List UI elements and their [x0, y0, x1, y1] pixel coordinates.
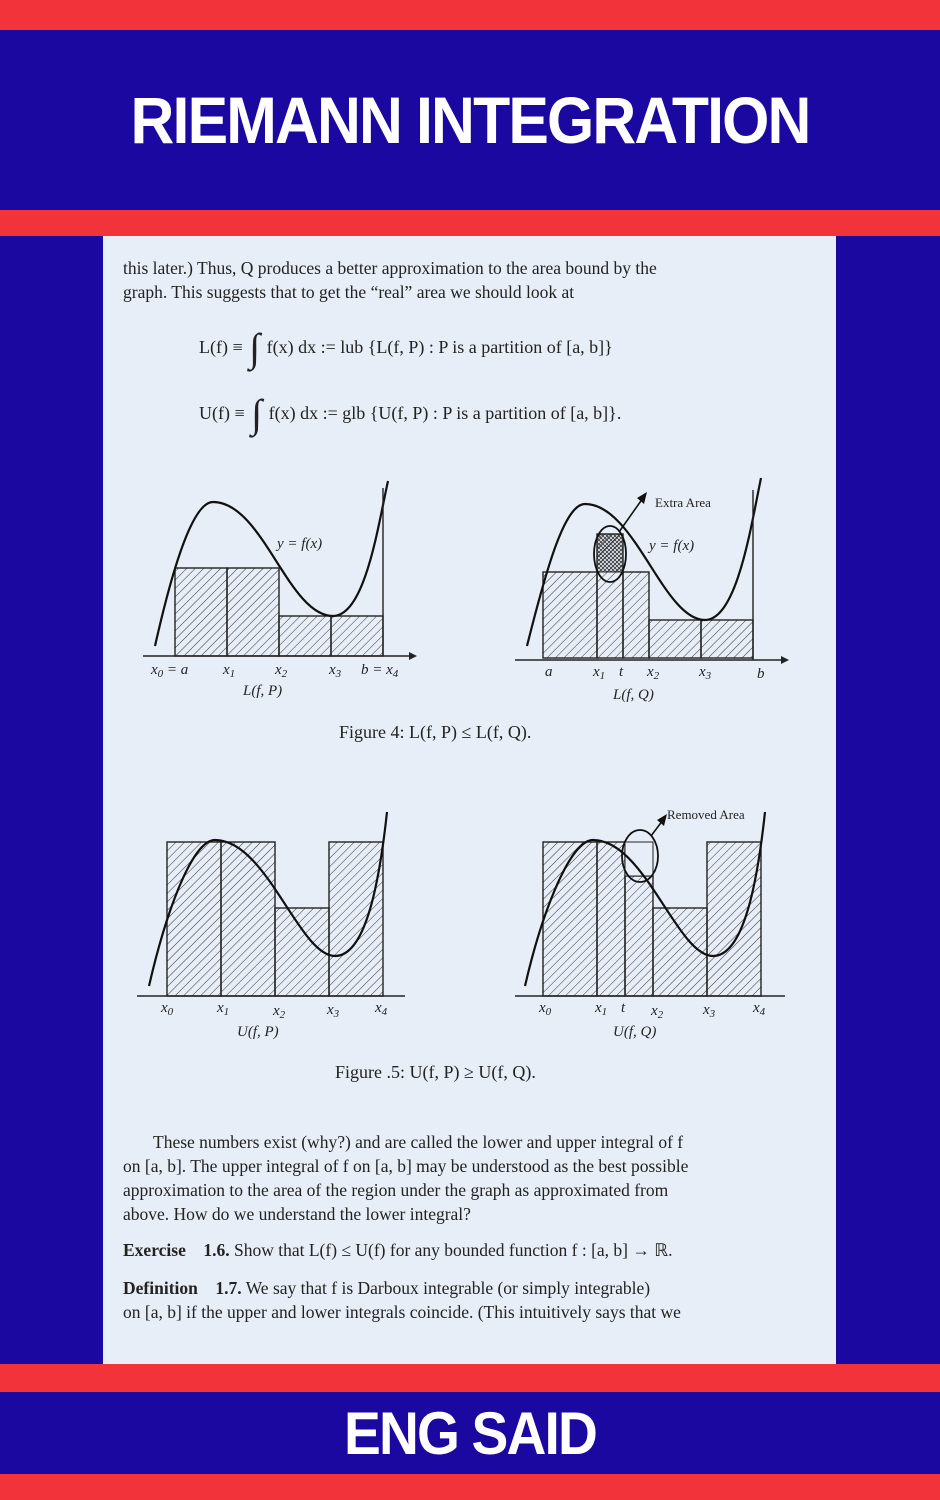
definition-text-line-1: We say that f is Darboux integrable (or simply integrable) [245, 1278, 651, 1298]
para2-line-3: approximation to the area of the region under the graph as approximated from [123, 1180, 669, 1200]
lower-integral-lhs: L(f) ≡ [199, 337, 243, 357]
para2-line-4: above. How do we understand the lower integral? [123, 1204, 471, 1224]
title-band [0, 30, 940, 210]
fig5-removed-area-note: Removed Area [667, 807, 745, 822]
lower-integral-equation: L(f) ≡ ∫ f(x) dx := lub {L(f, P) : P is a partition of [a, b]} [199, 325, 613, 370]
svg-text:b = x4: $b = x_4$ [361, 662, 399, 680]
svg-text:x2: $x_2$ [651, 1003, 664, 1021]
svg-text:x2: $x_2$ [273, 1003, 286, 1021]
svg-text:x4: $x_4$ [375, 1000, 388, 1018]
svg-text:b: b [757, 666, 765, 682]
upper-integral-equation: U(f) ≡ ∫ f(x) dx := glb {U(f, P) : P is a partition of [a, b]}. [199, 391, 622, 436]
para2-line-2: on [a, b]. The upper integral of f on [a, b] may be understood as the best possible [123, 1156, 689, 1176]
fig5-left-graph [137, 812, 405, 996]
book-title: RIEMANN INTEGRATION [130, 83, 810, 157]
svg-text:x1: $x_1$ [223, 662, 236, 680]
fig4-left-caption: L(f, P) [243, 683, 283, 699]
fig4-right-caption: L(f, Q) [613, 687, 654, 703]
svg-text:x0: $x_0$ [161, 1000, 174, 1018]
fig4-extra-area-note: Extra Area [655, 495, 711, 510]
svg-text:x0: $x_0$ [539, 1000, 552, 1018]
upper-red-stripe [0, 210, 940, 236]
upper-integral-rhs: f(x) dx := glb {U(f, P) : P is a partition of [a, b]}. [268, 403, 622, 423]
definition-number: 1.7. [215, 1278, 242, 1298]
lower-integral-rhs: f(x) dx := lub {L(f, P) : P is a partition of [a, b]} [266, 337, 613, 357]
definition-label: Definition [123, 1278, 198, 1298]
fig4-left-curve-label: y = f(x) [277, 536, 323, 552]
svg-text:x2: $x_2$ [275, 662, 288, 680]
top-red-stripe [0, 0, 940, 30]
svg-text:x1: $x_1$ [593, 664, 606, 682]
svg-text:x3: $x_3$ [703, 1002, 716, 1020]
svg-text:x0 = a: $x_0 = a$ [151, 662, 189, 680]
para2-line-1: These numbers exist (why?) and are called the lower and upper integral of f [153, 1132, 684, 1152]
figure-5-caption: Figure .5: U(f, P) ≥ U(f, Q). [335, 1062, 536, 1082]
book-page-excerpt [103, 236, 836, 1364]
svg-text:a: a [545, 664, 553, 680]
fig5-left-labels [160, 1000, 388, 1040]
intro-paragraph [123, 256, 811, 304]
lower-red-stripe [0, 1364, 940, 1392]
author-band [0, 1392, 940, 1474]
fig4-left-graph [143, 481, 417, 660]
fig5-left-caption: U(f, P) [237, 1024, 279, 1040]
svg-text:t: t [621, 1000, 626, 1016]
fig5-right-graph [515, 812, 785, 996]
integral-explanation-paragraph [123, 1130, 811, 1226]
author-name: ENG SAID [343, 1399, 597, 1467]
svg-text:x4: $x_4$ [753, 1000, 766, 1018]
svg-text:x2: $x_2$ [647, 664, 660, 682]
fig5-right-caption: U(f, Q) [613, 1024, 657, 1040]
svg-text:x1: $x_1$ [595, 1000, 608, 1018]
svg-text:x3: $x_3$ [699, 664, 712, 682]
exercise-number: 1.6. [203, 1240, 230, 1260]
svg-text:x3: $x_3$ [329, 662, 342, 680]
svg-text:t: t [619, 664, 624, 680]
bottom-red-stripe [0, 1474, 940, 1500]
exercise-text: Show that L(f) ≤ U(f) for any bounded function f : [a, b] → ℝ. [233, 1240, 673, 1260]
exercise-label: Exercise [123, 1240, 186, 1260]
intro-line-2: graph. This suggests that to get the “real” area we should look at [123, 282, 575, 302]
definition-text-line-2: on [a, b] if the upper and lower integrals coincide. (This intuitively says that we [123, 1302, 681, 1322]
definition-1-7 [123, 1276, 811, 1324]
intro-line-1: this later.) Thus, Q produces a better approximation to the area bound by the [123, 258, 657, 278]
fig4-right-graph [515, 478, 789, 664]
figure-4-caption: Figure 4: L(f, P) ≤ L(f, Q). [339, 722, 532, 742]
exercise-1-6 [123, 1238, 811, 1262]
fig4-right-curve-label: y = f(x) [649, 538, 695, 554]
svg-text:x3: $x_3$ [327, 1002, 340, 1020]
upper-integral-lhs: U(f) ≡ [199, 403, 245, 423]
svg-text:x1: $x_1$ [217, 1000, 230, 1018]
